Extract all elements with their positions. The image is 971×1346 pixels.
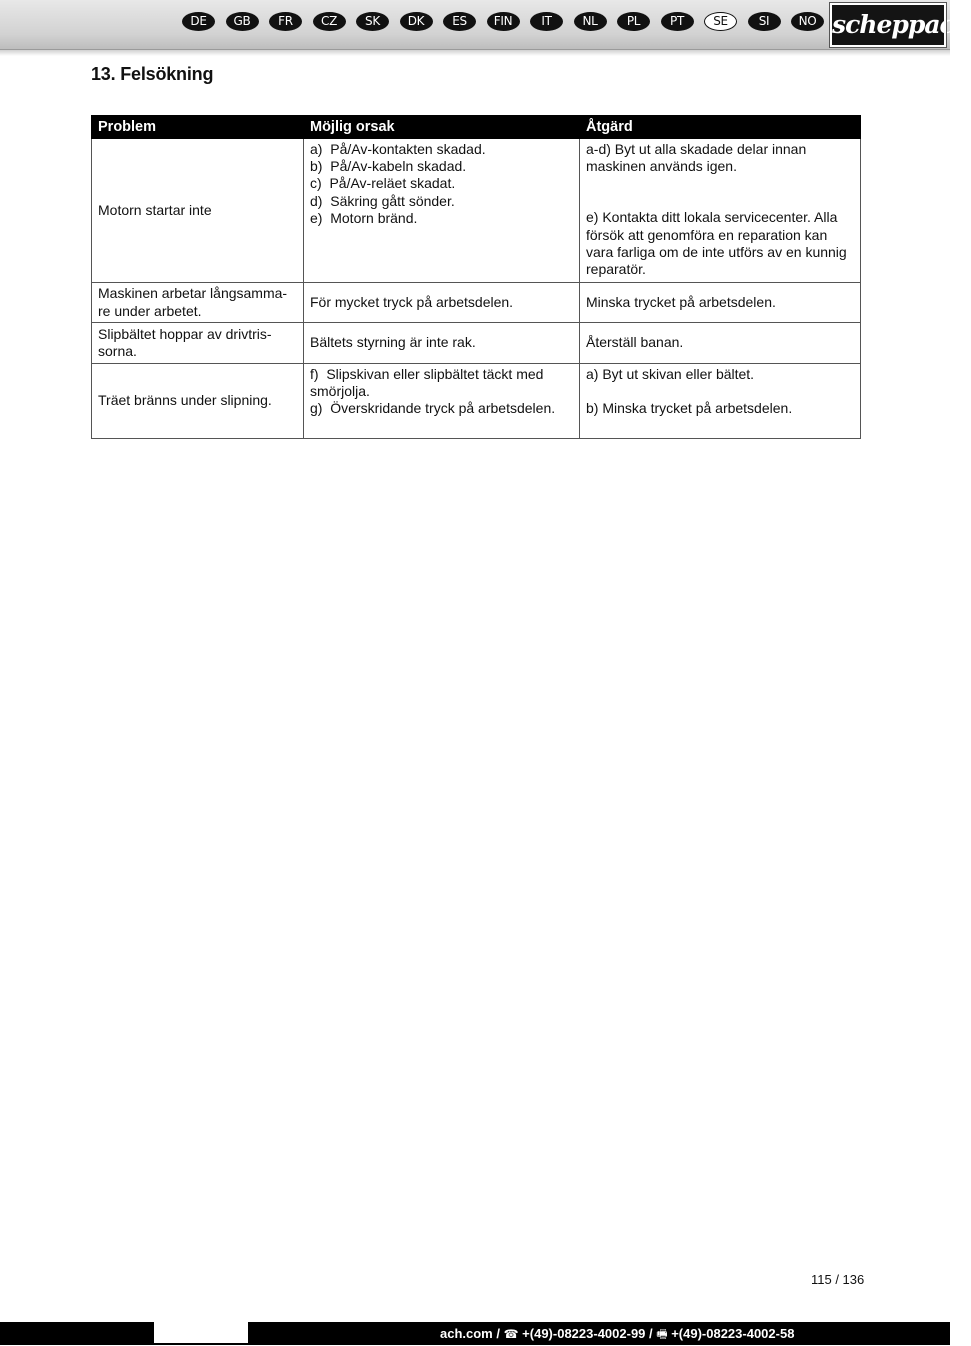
header-action: Åtgärd [580,116,861,139]
table-row [92,283,861,323]
action-item: a-d) Byt ut alla skadade delar innan maskinen används igen. [586,141,807,175]
problem-cell [92,283,304,323]
lang-tab-it[interactable]: IT [530,12,563,31]
lang-tab-gb[interactable]: GB [226,12,259,31]
lang-tab-de[interactable]: DE [182,12,215,31]
cause-item: f) Slipskivan eller slipbältet täckt med smörjolja. [310,366,544,400]
cause-item: b) På/Av-kabeln skadad. [310,158,467,175]
problem-text: Maskinen arbetar långsamma- [98,285,288,302]
action-item: e) Kontakta ditt lokala servicecenter. Alla försök att genomföra en reparation kan vara farliga om de inte utförs av en kunnig reparatör. [586,209,847,278]
cause-item: g) Överskridande tryck på arbetsdelen. [310,400,556,417]
cause-cell [304,283,580,323]
action-cell [580,139,861,283]
cause-cell [304,364,580,439]
lang-tab-dk[interactable]: DK [400,12,433,31]
header-cause: Möjlig orsak [304,116,580,139]
lang-tab-pt[interactable]: PT [661,12,694,31]
problem-cell [92,139,304,283]
lang-tab-fr[interactable]: FR [269,12,302,31]
spacer [586,383,854,400]
lang-tab-se[interactable]: SE [704,12,737,31]
cause-cell [304,139,580,283]
lang-tab-no[interactable]: NO [791,12,824,31]
table-header-row [92,116,861,139]
problem-cell [92,364,304,439]
problem-text: re under arbetet. [98,302,202,319]
troubleshooting-table [91,115,861,439]
cause-item: e) Motorn bränd. [310,209,418,226]
lang-tab-cz[interactable]: CZ [313,12,346,31]
cause-item: a) På/Av-kontakten skadad. [310,141,486,157]
table-row [92,364,861,439]
spacer [586,175,854,209]
problem-text: Motorn startar inte [98,201,212,218]
action-cell [580,283,861,323]
problem-text: sorna. [98,343,137,359]
action-item: b) Minska trycket på arbetsdelen. [586,400,793,417]
problem-text: Slipbältet hoppar av drivtris- [98,325,272,342]
phone-icon: ☎ [503,1327,519,1341]
lang-tab-es[interactable]: ES [443,12,476,31]
action-item: Minska trycket på arbetsdelen. [586,293,776,310]
website-text[interactable]: ach.com / [440,1326,500,1341]
lang-tab-si[interactable]: SI [748,12,781,31]
lang-tab-pl[interactable]: PL [617,12,650,31]
lang-tab-nl[interactable]: NL [574,12,607,31]
action-item: a) Byt ut skivan eller bältet. [586,366,755,382]
action-cell [580,364,861,439]
table-row [92,139,861,283]
cause-cell [304,323,580,364]
action-cell [580,323,861,364]
header-shadow [0,50,950,56]
action-item: Återställ banan. [586,334,684,351]
lang-tab-fin[interactable]: FIN [487,12,520,31]
table-row [92,323,861,364]
problem-text: Träet bränns under slipning. [98,392,272,409]
fax-text: +(49)-08223-4002-58 [671,1326,795,1341]
footer-white-block [154,1322,248,1343]
cause-item: d) Säkring gått sönder. [310,192,455,209]
cause-item: c) På/Av-reläet skadat. [310,175,456,192]
header-problem: Problem [92,116,304,139]
problem-cell [92,323,304,364]
cause-item: För mycket tryck på arbetsdelen. [310,293,514,310]
section-title: 13. Felsökning [91,64,214,84]
lang-tab-sk[interactable]: SK [356,12,389,31]
fax-icon: 🖷 [656,1327,668,1341]
cause-item: Bältets styrning är inte rak. [310,334,476,351]
brand-logo: scheppach [830,3,946,47]
footer-contact [440,1325,794,1346]
page-number: 115 / 136 [811,1272,865,1287]
phone-text: +(49)-08223-4002-99 / [522,1326,653,1341]
